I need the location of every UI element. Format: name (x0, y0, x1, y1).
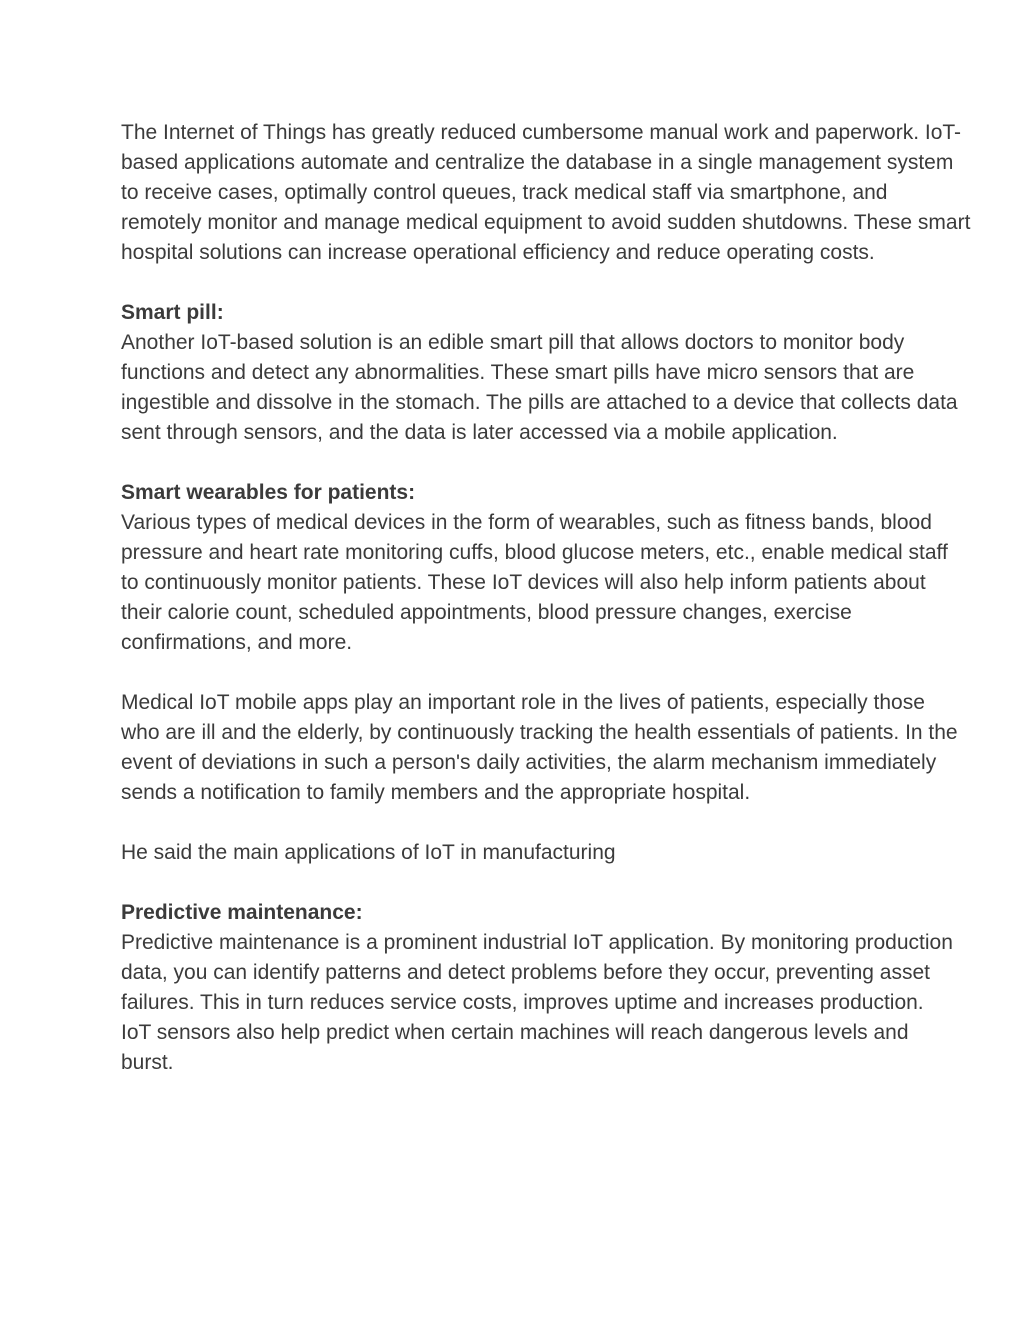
smart-wearables-paragraph: Various types of medical devices in the form of wearables, such as fitness bands, blood pressure and heart rate monitoring cuffs, blood glucose meters, etc., enable medical staff to continuously monitor patients. These IoT devices will also help inform patients about their calorie count, scheduled appointments, blood pressure changes, exercise confirmations, and more. (121, 511, 948, 654)
medical-apps-section (121, 688, 981, 808)
smart-pill-section (121, 298, 981, 448)
predictive-maintenance-heading: Predictive maintenance: (121, 901, 363, 924)
medical-apps-paragraph: Medical IoT mobile apps play an important role in the lives of patients, especially those who are ill and the elderly, by continuously tracking the health essentials of patients. In the event of deviations in such a person's daily activities, the alarm mechanism immediately sends a notification to family members and the appropriate hospital. (121, 691, 958, 804)
predictive-maintenance-section (121, 898, 981, 1078)
manufacturing-intro-section (121, 838, 981, 868)
manufacturing-intro-paragraph: He said the main applications of IoT in manufacturing (121, 841, 616, 864)
predictive-maintenance-paragraph: Predictive maintenance is a prominent industrial IoT application. By monitoring production data, you can identify patterns and detect problems before they occur, preventing asset failures. This in turn reduces service costs, improves uptime and increases production. IoT sensors also help predict when certain machines will reach dangerous levels and burst. (121, 931, 953, 1074)
smart-wearables-section (121, 478, 981, 658)
smart-pill-heading: Smart pill: (121, 301, 224, 324)
smart-pill-paragraph: Another IoT-based solution is an edible smart pill that allows doctors to monitor body functions and detect any abnormalities. These smart pills have micro sensors that are ingestible and dissolve in the stomach. The pills are attached to a device that collects data sent through sensors, and the data is later accessed via a mobile application. (121, 331, 958, 444)
intro-section (121, 118, 981, 268)
document-page (121, 118, 981, 1108)
intro-paragraph: The Internet of Things has greatly reduced cumbersome manual work and paperwork. IoT-based applications automate and centralize the database in a single management system to receive cases, optimally control queues, track medical staff via smartphone, and remotely monitor and manage medical equipment to avoid sudden shutdowns. These smart hospital solutions can increase operational efficiency and reduce operating costs. (121, 121, 971, 264)
smart-wearables-heading: Smart wearables for patients: (121, 481, 416, 504)
